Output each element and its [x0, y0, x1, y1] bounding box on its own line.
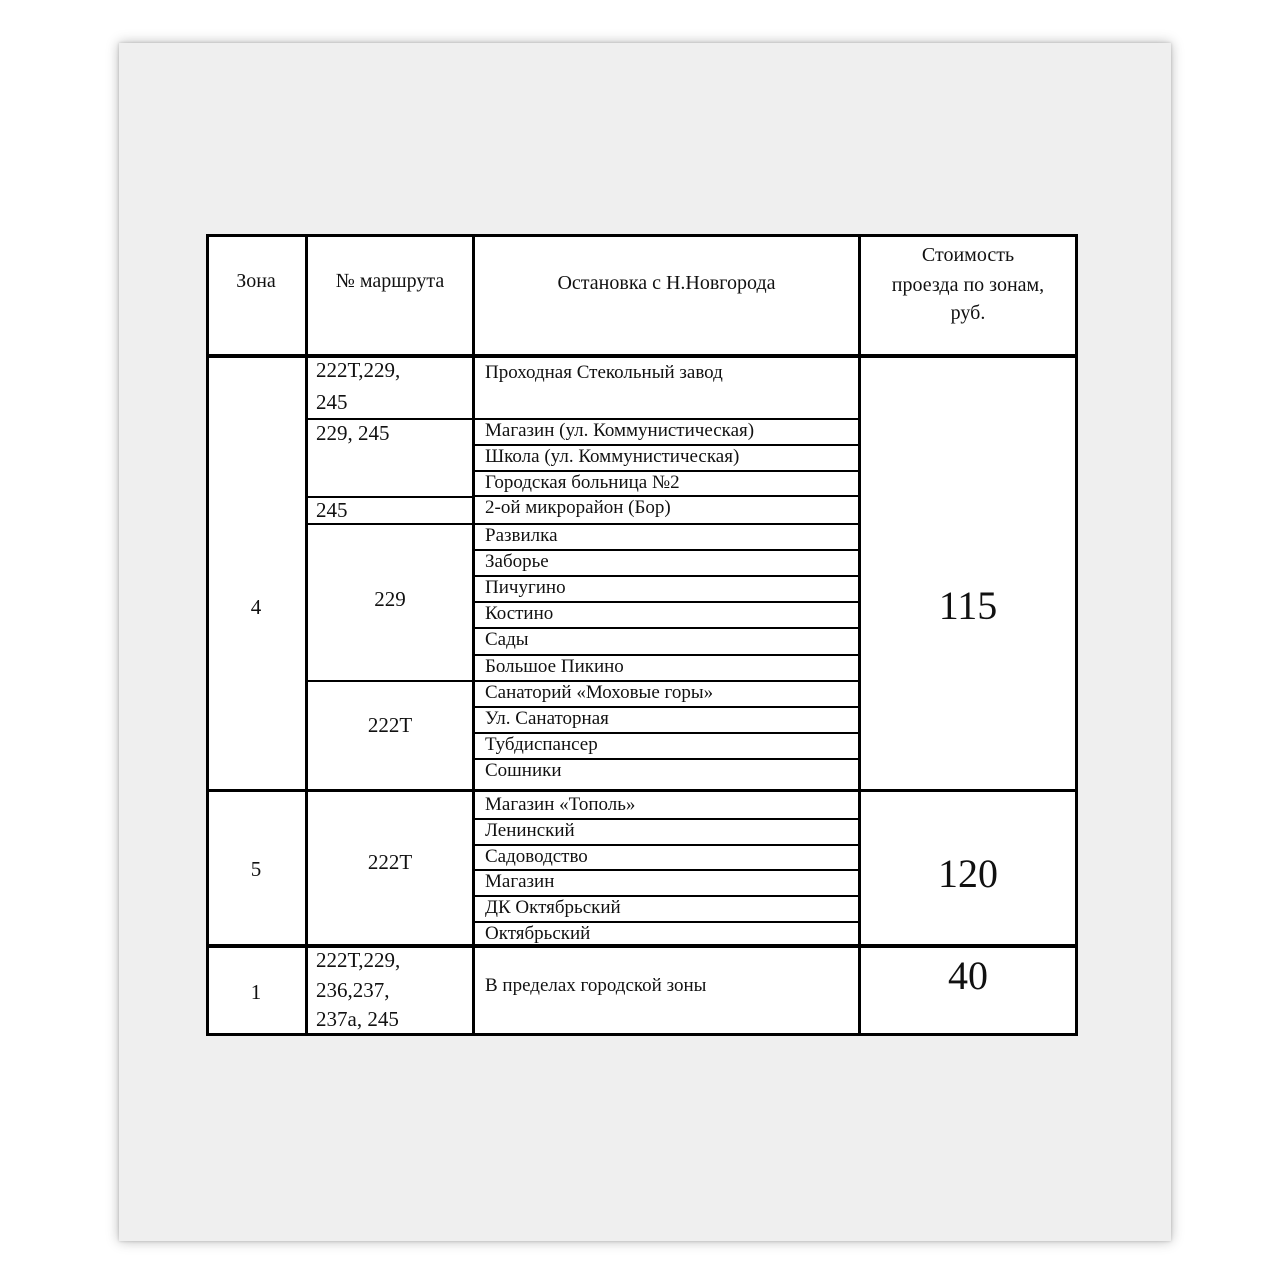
stop-name: Костино — [485, 603, 554, 624]
col-divider-stop — [858, 234, 861, 1036]
stop-name: Школа (ул. Коммунистическая) — [485, 446, 740, 467]
route-number: 237а, 245 — [316, 1007, 399, 1031]
stop-name: Проходная Стекольный завод — [485, 362, 723, 383]
route-number: 245 — [316, 498, 348, 522]
stop-name: Магазин «Тополь» — [485, 794, 636, 815]
route-number: 236,237, — [316, 978, 390, 1002]
zone-price: 115 — [938, 583, 998, 628]
route-number: 222Т,229, — [316, 948, 401, 972]
stop-name: Городская больница №2 — [485, 472, 680, 493]
stop-name: 2-ой микрорайон (Бор) — [485, 497, 671, 518]
header-price-line2: проезда по зонам, — [891, 274, 1045, 296]
header-route: № маршрута — [335, 270, 445, 292]
route-number: 245 — [316, 390, 348, 414]
zone-price: 40 — [948, 953, 988, 998]
route-number: 222Т — [367, 850, 413, 874]
zone4-divider — [206, 789, 1078, 792]
stop-name: Заборье — [485, 551, 549, 572]
stop-name: ДК Октябрьский — [485, 897, 621, 918]
stop-separator — [474, 627, 860, 629]
stop-name: Сошники — [485, 760, 562, 781]
route-number: 229 — [374, 587, 406, 611]
stop-name: Ул. Санаторная — [485, 708, 609, 729]
stop-name: Тубдиспансер — [485, 734, 598, 755]
zone-number: 4 — [250, 595, 262, 619]
route-separator — [306, 680, 474, 682]
stop-name: Магазин — [485, 871, 555, 892]
header-price-line3: руб. — [950, 302, 986, 324]
stop-name: Санаторий «Моховые горы» — [485, 682, 714, 703]
stop-name: Ленинский — [485, 820, 575, 841]
stop-name: В пределах городской зоны — [485, 975, 707, 996]
header-zone: Зона — [236, 270, 276, 292]
table-border-right — [1075, 234, 1078, 1036]
stop-name: Пичугино — [485, 577, 566, 598]
stop-name: Магазин (ул. Коммунистическая) — [485, 420, 755, 441]
fare-zone-table — [206, 234, 1078, 1036]
col-divider-route — [472, 234, 475, 1036]
route-number: 222Т — [367, 713, 413, 737]
stop-name: Развилка — [485, 525, 558, 546]
header-stop: Остановка с Н.Новгорода — [557, 272, 776, 294]
stop-name: Садоводство — [485, 846, 588, 867]
route-number: 222Т,229, — [316, 358, 401, 382]
route-number: 229, 245 — [316, 421, 390, 445]
stop-name: Большое Пикино — [485, 656, 624, 677]
header-price-line1: Стоимость — [921, 244, 1015, 266]
zone-number: 5 — [250, 857, 262, 881]
table-border-top — [206, 234, 1078, 237]
stop-name: Октябрьский — [485, 923, 591, 944]
col-divider-zone — [305, 234, 308, 1036]
zone-number: 1 — [250, 980, 262, 1004]
zone-price: 120 — [938, 851, 998, 896]
table-border-left — [206, 234, 209, 1036]
stop-name: Сады — [485, 629, 529, 650]
